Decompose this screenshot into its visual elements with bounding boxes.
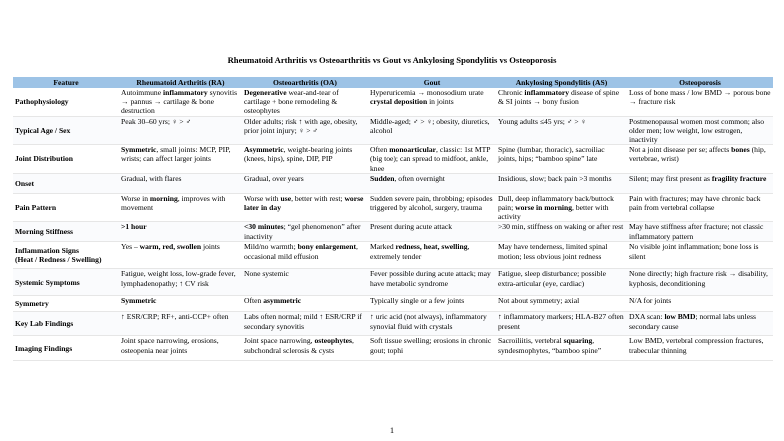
cell-oa	[242, 269, 368, 296]
cell-text: Soft tissue swelling; erosions in chronic gout; tophi	[370, 336, 492, 355]
cell-text: Pain with fractures; may have chronic back pain from vertebral collapse	[629, 193, 761, 213]
feature-label	[13, 88, 119, 116]
cell-as	[496, 269, 627, 296]
feature-label-line: Onset	[15, 178, 34, 188]
cell-gout	[368, 116, 496, 145]
cell-text: Marked	[370, 242, 396, 252]
cell-text: Sudden severe pain, throbbing; episodes triggered by alcohol, surgery, trauma	[370, 193, 493, 213]
cell-text: Typically single or a few joints	[370, 296, 465, 306]
cell-text: Silent; may first present as	[629, 173, 712, 183]
cell-osteoporosis	[627, 269, 773, 296]
table-row	[13, 296, 773, 312]
cell-text: Joint space narrowing,	[244, 336, 315, 346]
cell-as	[496, 336, 627, 361]
cell-text: Often	[244, 296, 264, 306]
cell-as	[496, 296, 627, 312]
table-row	[13, 88, 773, 116]
feature-label-line: Morning Stiffness	[15, 227, 74, 237]
cell-as	[496, 242, 627, 269]
cell-text: ↑ ESR/CRP; RF+, anti-CCP+ often	[121, 312, 229, 322]
cell-osteoporosis	[627, 193, 773, 222]
cell-oa	[242, 242, 368, 269]
feature-label-line: Joint Distribution	[15, 154, 74, 164]
feature-label-line: (Heat / Redness / Swelling)	[15, 255, 102, 265]
cell-text: , classic: 1st MTP (big toe); can spread to midfoot, ankle, knee	[370, 145, 491, 173]
cell-gout	[368, 145, 496, 174]
cell-ra	[119, 116, 242, 145]
cell-text: Young adults ≤45 yrs; ♂ > ♀	[498, 116, 587, 126]
cell-ra	[119, 242, 242, 269]
cell-osteoporosis	[627, 88, 773, 116]
cell-text: Fever possible during acute attack; may have metabolic syndrome	[370, 269, 491, 288]
cell-text: (hip, vertebrae, wrist)	[629, 145, 766, 164]
cell-osteoporosis	[627, 312, 773, 336]
cell-text: Hyperuricemia → monosodium urate	[370, 88, 484, 97]
feature-label	[13, 312, 119, 336]
emphasis-text: >1 hour	[121, 222, 147, 232]
cell-text: , occasional mild effusion	[244, 242, 358, 261]
cell-oa	[242, 222, 368, 242]
cell-gout	[368, 222, 496, 242]
table-row	[13, 269, 773, 296]
cell-text: Fatigue, weight loss, low-grade fever, lymphadenopathy; ↑ CV risk	[121, 269, 236, 288]
cell-text: Mild/no warmth;	[244, 242, 298, 252]
cell-text: , often overnight	[394, 173, 445, 183]
cell-text: Spine (lumbar, thoracic), sacroiliac joints, hips; “bamboo spine” late	[498, 145, 605, 164]
cell-osteoporosis	[627, 222, 773, 242]
cell-text: Low BMD, vertebral compression fractures, trabecular thinning	[629, 336, 764, 355]
cell-text: Gradual, with flares	[121, 173, 182, 183]
table-row	[13, 336, 773, 361]
cell-text: Middle-aged; ♂ > ♀; obesity, diuretics, alcohol	[370, 116, 490, 135]
cell-text: Peak 30–60 yrs; ♀ > ♂	[121, 116, 192, 126]
cell-ra	[119, 296, 242, 312]
feature-label-line: Pain Pattern	[15, 203, 57, 213]
header-oa: Osteoarthritis (OA)	[242, 77, 368, 88]
cell-gout	[368, 296, 496, 312]
cell-text: , small joints: MCP, PIP, wrists; can affect larger joints	[121, 145, 231, 164]
feature-label-line: Pathophysiology	[15, 97, 69, 107]
feature-label-line: Typical Age / Sex	[15, 125, 71, 135]
cell-oa	[242, 296, 368, 312]
cell-oa	[242, 173, 368, 193]
emphasis-text: low BMD	[664, 312, 696, 322]
cell-osteoporosis	[627, 116, 773, 145]
cell-osteoporosis	[627, 145, 773, 174]
cell-text: Worse in	[121, 193, 150, 203]
cell-text: , subchondral sclerosis & cysts	[244, 336, 354, 355]
cell-gout	[368, 336, 496, 361]
cell-oa	[242, 88, 368, 116]
cell-text: Labs often normal; mild ↑ ESR/CRP if secondary synovitis	[244, 312, 362, 331]
emphasis-text: worse in morning	[515, 203, 573, 213]
cell-text: , extremely tender	[370, 242, 470, 261]
cell-gout	[368, 269, 496, 296]
cell-text: No visible joint inflammation; bone loss is silent	[629, 242, 759, 261]
cell-text: wear-and-tear of cartilage + bone remodeling & osteophytes	[244, 88, 339, 116]
feature-label	[13, 145, 119, 174]
cell-text: in joints	[427, 97, 454, 107]
cell-text: >30 min, stiffness on waking or after rest	[498, 222, 624, 232]
cell-text: ↑ uric acid (not always), inflammatory synovial fluid with crystals	[370, 312, 487, 331]
cell-ra	[119, 269, 242, 296]
cell-text: Yes –	[121, 242, 140, 252]
cell-gout	[368, 312, 496, 336]
cell-oa	[242, 336, 368, 361]
document-title: Rheumatoid Arthritis vs Osteoarthritis vs Gout vs Ankylosing Spondylitis vs Osteoporosis	[227, 55, 557, 65]
emphasis-text: crystal deposition	[370, 97, 428, 107]
cell-as	[496, 312, 627, 336]
cell-text: , better with activity	[498, 203, 609, 222]
cell-ra	[119, 173, 242, 193]
feature-label	[13, 173, 119, 193]
cell-ra	[119, 222, 242, 242]
cell-text: Chronic	[498, 88, 525, 97]
cell-text: Older adults; risk ↑ with age, obesity, prior joint injury; ♀ > ♂	[244, 116, 358, 135]
cell-text: Sacroiliitis, vertebral	[498, 336, 564, 346]
cell-text: Gradual, over years	[244, 173, 304, 183]
cell-text: Fatigue, sleep disturbance; possible extra-articular (eye, cardiac)	[498, 269, 606, 288]
cell-text: Dull, deep inflammatory back/buttock pain;	[498, 193, 614, 213]
cell-osteoporosis	[627, 336, 773, 361]
emphasis-text: bony enlargement	[297, 242, 357, 252]
cell-text: Not a joint disease per se; affects	[629, 145, 732, 155]
cell-text: synovitis → pannus → cartilage & bone destruction	[121, 88, 238, 116]
cell-gout	[368, 242, 496, 269]
emphasis-text: bones	[731, 145, 750, 155]
cell-text: ; “gel phenomenon” after inactivity	[244, 222, 361, 241]
cell-text: , improves with movement	[121, 193, 226, 213]
emphasis-text: inflammatory	[524, 88, 570, 97]
cell-as	[496, 116, 627, 145]
table-row	[13, 312, 773, 336]
feature-label	[13, 242, 119, 269]
cell-ra	[119, 193, 242, 222]
emphasis-text: worse later in day	[244, 193, 364, 213]
cell-text: None directly; high fracture risk → disability, kyphosis, deconditioning	[629, 269, 768, 288]
header-ra: Rheumatoid Arthritis (RA)	[119, 77, 242, 88]
cell-gout	[368, 173, 496, 193]
emphasis-text: Symmetric	[121, 145, 157, 155]
cell-text: Worse with	[244, 193, 281, 203]
cell-text: May have tenderness, limited spinal motion; less obvious joint redness	[498, 242, 608, 261]
cell-text: None systemic	[244, 269, 289, 279]
header-osteoporosis: Osteoporosis	[627, 77, 773, 88]
cell-text: ↑ inflammatory markers; HLA-B27 often present	[498, 312, 624, 331]
cell-text: May have stiffness after fracture; not classic inflammatory pattern	[629, 222, 764, 241]
cell-text: Autoimmune	[121, 88, 163, 97]
cell-as	[496, 173, 627, 193]
cell-text: Joint space narrowing, erosions, osteopenia near joints	[121, 336, 219, 355]
table-header-row	[13, 77, 773, 88]
cell-as	[496, 222, 627, 242]
cell-oa	[242, 193, 368, 222]
table-body	[13, 88, 773, 361]
cell-as	[496, 193, 627, 222]
cell-as	[496, 145, 627, 174]
cell-text: , better with rest;	[291, 193, 345, 203]
table-row	[13, 242, 773, 269]
table-row	[13, 116, 773, 145]
feature-label	[13, 222, 119, 242]
cell-oa	[242, 145, 368, 174]
comparison-table	[13, 77, 773, 361]
feature-label	[13, 296, 119, 312]
cell-text: joints	[201, 242, 220, 252]
cell-text: N/A for joints	[629, 296, 672, 306]
feature-label-line: Inflammation Signs	[15, 246, 79, 256]
cell-ra	[119, 336, 242, 361]
feature-label-line: Key Lab Findings	[15, 319, 74, 329]
cell-ra	[119, 88, 242, 116]
emphasis-text: Symmetric	[121, 296, 157, 306]
emphasis-text: Asymmetric	[244, 145, 284, 155]
cell-text: Loss of bone mass / low BMD → porous bone → fracture risk	[629, 88, 771, 107]
feature-label	[13, 336, 119, 361]
emphasis-text: Degenerative	[244, 88, 287, 97]
cell-osteoporosis	[627, 173, 773, 193]
header-as: Ankylosing Spondylitis (AS)	[496, 77, 627, 88]
emphasis-text: monoarticular	[389, 145, 437, 155]
cell-text: disease of spine & SI joints → bony fusion	[498, 88, 620, 107]
table-row	[13, 193, 773, 222]
cell-text: , syndesmophytes, “bamboo spine”	[498, 336, 602, 355]
cell-ra	[119, 145, 242, 174]
table-row	[13, 173, 773, 193]
cell-osteoporosis	[627, 296, 773, 312]
emphasis-text: osteophytes	[314, 336, 352, 346]
cell-text: Often	[370, 145, 390, 155]
header-gout: Gout	[368, 77, 496, 88]
page-number: 1	[389, 425, 395, 435]
table-row	[13, 145, 773, 174]
cell-text: ; normal labs unless secondary cause	[629, 312, 756, 331]
feature-label	[13, 116, 119, 145]
cell-osteoporosis	[627, 242, 773, 269]
cell-text: DXA scan:	[629, 312, 665, 322]
feature-label-line: Imaging Findings	[15, 343, 73, 353]
cell-text: Insidious, slow; back pain >3 months	[498, 173, 612, 183]
table-row	[13, 222, 773, 242]
feature-label-line: Systemic Symptoms	[15, 277, 80, 287]
emphasis-text: asymmetric	[263, 296, 302, 306]
emphasis-text: Sudden	[370, 173, 395, 183]
cell-text: Not about symmetry; axial	[498, 296, 580, 306]
cell-text: , weight-bearing joints (knees, hips), spine, DIP, PIP	[244, 145, 353, 164]
emphasis-text: squaring	[563, 336, 593, 346]
cell-as	[496, 88, 627, 116]
feature-label-line: Symmetry	[15, 299, 49, 309]
cell-ra	[119, 312, 242, 336]
emphasis-text: warm, red, swollen	[139, 242, 202, 252]
emphasis-text: fragility fracture	[711, 173, 767, 183]
emphasis-text: inflammatory	[162, 88, 208, 97]
cell-text: Postmenopausal women most common; also older men; low weight, low estrogen, inactivity	[629, 116, 764, 145]
cell-gout	[368, 193, 496, 222]
emphasis-text: <30 minutes	[244, 222, 284, 232]
header-feature: Feature	[13, 77, 119, 88]
cell-text: Present during acute attack	[370, 222, 453, 232]
emphasis-text: morning	[149, 193, 178, 203]
cell-oa	[242, 312, 368, 336]
emphasis-text: redness, heat, swelling	[395, 242, 468, 252]
cell-oa	[242, 116, 368, 145]
feature-label	[13, 269, 119, 296]
emphasis-text: use	[280, 193, 292, 203]
feature-label	[13, 193, 119, 222]
cell-gout	[368, 88, 496, 116]
